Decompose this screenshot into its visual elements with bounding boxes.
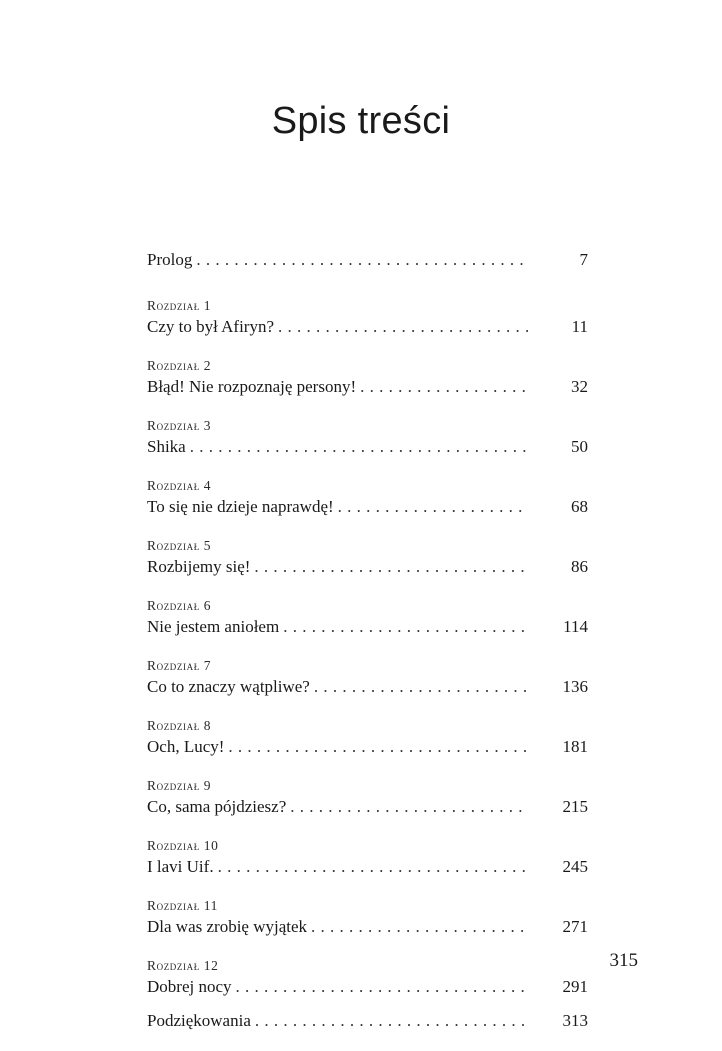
toc-row: [147, 795, 588, 819]
toc-row: [147, 315, 588, 339]
chapter-label: Rozdział 8: [147, 718, 212, 733]
table-of-contents: [147, 248, 588, 1051]
toc-entry-page: 50: [571, 437, 588, 456]
toc-entry-title: Nie jestem aniołem: [147, 617, 280, 636]
chapter-label: Rozdział 12: [147, 958, 219, 973]
toc-entry-chapter-4: [147, 477, 588, 519]
toc-row: [147, 675, 588, 699]
toc-entry-page: 215: [562, 797, 588, 816]
dot-leader: [218, 855, 528, 879]
toc-row: [147, 435, 588, 459]
toc-row: [147, 375, 588, 399]
toc-entry-chapter-9: [147, 777, 588, 819]
dot-leader: [196, 248, 528, 272]
dot-leader: [311, 915, 528, 939]
chapter-label: Rozdział 1: [147, 298, 212, 313]
chapter-label: Rozdział 4: [147, 478, 212, 493]
toc-entry-title: Podziękowania: [147, 1011, 251, 1030]
toc-row: [147, 915, 588, 939]
toc-entry-page: 313: [562, 1011, 588, 1030]
toc-entry-chapter-8: [147, 717, 588, 759]
toc-entry-chapter-12: [147, 957, 588, 999]
toc-row: [147, 975, 588, 999]
chapter-label: Rozdział 3: [147, 418, 212, 433]
dot-leader: [255, 1009, 528, 1033]
toc-entry-page: 7: [579, 250, 588, 269]
toc-row: [147, 855, 588, 879]
toc-entry-chapter-6: [147, 597, 588, 639]
toc-row: [147, 248, 588, 272]
toc-entry-chapter-7: [147, 657, 588, 699]
toc-entry-page: 271: [562, 917, 588, 936]
toc-entry-title: Dla was zrobię wyjątek: [147, 917, 308, 936]
toc-entry-chapter-1: [147, 297, 588, 339]
dot-leader: [236, 975, 528, 999]
page-number: 315: [609, 950, 638, 971]
toc-row: [147, 735, 588, 759]
toc-entry-title: Błąd! Nie rozpoznaję persony!: [147, 377, 357, 396]
toc-entry-page: 245: [562, 857, 588, 876]
toc-row: [147, 1009, 588, 1033]
chapter-label: Rozdział 7: [147, 658, 212, 673]
dot-leader: [283, 615, 528, 639]
dot-leader: [254, 555, 528, 579]
chapter-label: Rozdział 9: [147, 778, 212, 793]
toc-entry-page: 291: [562, 977, 588, 996]
toc-entry-page: 32: [571, 377, 588, 396]
toc-entry-chapter-11: [147, 897, 588, 939]
toc-entry-chapter-10: [147, 837, 588, 879]
toc-row: [147, 555, 588, 579]
page-title: Spis treści: [271, 100, 451, 142]
toc-entry-title: Shika: [147, 437, 186, 456]
dot-leader: [228, 735, 528, 759]
toc-entry-title: To się nie dzieje naprawdę!: [147, 497, 334, 516]
dot-leader: [190, 435, 528, 459]
toc-entry-title: Co to znaczy wątpliwe?: [147, 677, 310, 696]
chapter-label: Rozdział 2: [147, 358, 212, 373]
toc-entry-page: 68: [571, 497, 588, 516]
toc-row: [147, 615, 588, 639]
toc-entry-chapter-2: [147, 357, 588, 399]
toc-entry-page: 86: [571, 557, 588, 576]
dot-leader: [278, 315, 528, 339]
chapter-label: Rozdział 5: [147, 538, 212, 553]
chapter-label: Rozdział 11: [147, 898, 218, 913]
dot-leader: [314, 675, 528, 699]
toc-entry-page: 11: [571, 317, 588, 336]
toc-entry-title: Prolog: [147, 250, 193, 269]
dot-leader: [338, 495, 528, 519]
toc-row: [147, 495, 588, 519]
dot-leader: [290, 795, 528, 819]
toc-entry-title: Co, sama pójdziesz?: [147, 797, 287, 816]
toc-entry-title: Och, Lucy!: [147, 737, 225, 756]
toc-entry-page: 181: [562, 737, 588, 756]
toc-entry-chapter-5: [147, 537, 588, 579]
toc-entry-page: 136: [562, 677, 588, 696]
toc-entry-title: I lavi Uif.: [147, 857, 214, 876]
toc-entry-chapter-3: [147, 417, 588, 459]
dot-leader: [360, 375, 528, 399]
toc-entry-title: Czy to był Afiryn?: [147, 317, 275, 336]
toc-entry-title: Rozbijemy się!: [147, 557, 251, 576]
toc-entry-prolog: [147, 248, 588, 272]
chapter-label: Rozdział 10: [147, 838, 219, 853]
toc-entry-page: 114: [563, 617, 588, 636]
chapter-label: Rozdział 6: [147, 598, 212, 613]
toc-entry-acknowledgements: [147, 1009, 588, 1033]
toc-entry-title: Dobrej nocy: [147, 977, 232, 996]
